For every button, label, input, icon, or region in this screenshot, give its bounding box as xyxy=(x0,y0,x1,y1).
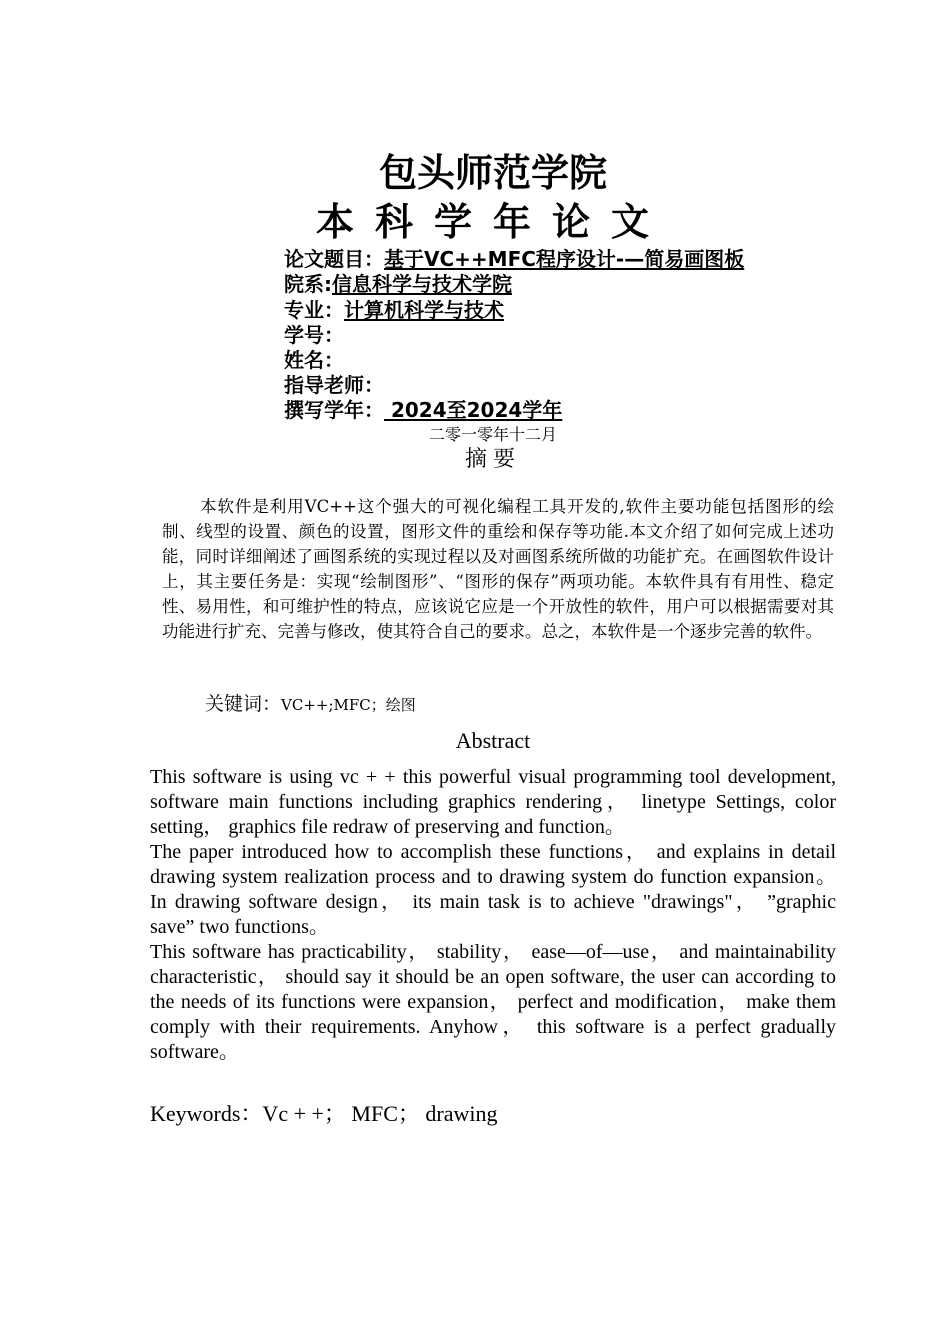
field-label: 指导老师： xyxy=(284,373,384,397)
abstract-paragraph: The paper introduced how to accomplish these functions， and explains in detail drawing system realization process and to drawing system do function expansion。 In drawing software design， its main task is to achieve "drawings"， ”graphic save” two functions。 xyxy=(150,841,836,938)
field-thesis-title xyxy=(284,246,744,272)
field-major xyxy=(284,297,504,323)
field-label: 专业： xyxy=(284,298,344,322)
field-academic-year xyxy=(284,397,562,423)
english-abstract-title: Abstract xyxy=(455,728,531,753)
english-keywords: Keywords：Vc + +； MFC； drawing xyxy=(150,1101,498,1126)
chinese-abstract-title: 摘要 xyxy=(464,447,521,472)
english-abstract-body xyxy=(150,765,836,1065)
field-label: 学号： xyxy=(284,323,344,347)
field-label: 论文题目： xyxy=(284,247,384,271)
keywords-value: VC++;MFC；绘图 xyxy=(281,696,416,714)
school-name: 包头师范学院 xyxy=(378,151,607,195)
chinese-abstract-body: 本软件是利用VC++这个强大的可视化编程工具开发的,软件主要功能包括图形的绘制、线型的设置、颜色的设置，图形文件的重绘和保存等功能.本文介绍了如何完成上述功能，同时详细阐述了画图系统的实现过程以及对画图系统所做的功能扩充。在画图软件设计上，其主要任务是：实现“绘制图形”、“图形的保存”两项功能。本软件具有有用性、稳定性、易用性，和可维护性的特点，应该说它应是一个开放性的软件，用户可以根据需要对其功能进行扩充、完善与修改，使其符合自己的要求。总之，本软件是一个逐步完善的软件。 xyxy=(162,497,834,641)
keywords-label: 关键词： xyxy=(205,693,282,715)
field-student-id xyxy=(284,322,344,348)
abstract-paragraph: This software has practicability， stability， ease—of—use， and maintainability characteristic， should say it should be an open software, the user can according to the needs of its functions were expansion， perfect and modification， make them comply with their requirements. Anyhow， this software is a perfect gradually software。 xyxy=(150,941,836,1063)
field-label: 院系: xyxy=(284,272,332,296)
field-value: 基于VC++MFC程序设计-—简易画图板 xyxy=(384,247,745,271)
chinese-keywords xyxy=(205,691,416,718)
abstract-paragraph: This software is using vc + + this powerful visual programming tool development, software main functions including graphics rendering， linetype Settings, color setting， graphics file redraw of preserving and function。 xyxy=(150,766,836,838)
field-value: 信息科学与技术学院 xyxy=(332,272,512,296)
field-label: 姓名： xyxy=(284,348,344,372)
field-name xyxy=(284,347,344,373)
field-label: 撰写学年： xyxy=(284,398,384,422)
field-advisor xyxy=(284,372,384,398)
field-value: 计算机科学与技术 xyxy=(344,298,504,322)
field-value: 2024至2024学年 xyxy=(384,398,563,422)
document-date: 二零一零年十二月 xyxy=(428,425,557,444)
thesis-type-title: 本科学年论文 xyxy=(315,200,670,244)
field-department xyxy=(284,271,512,297)
